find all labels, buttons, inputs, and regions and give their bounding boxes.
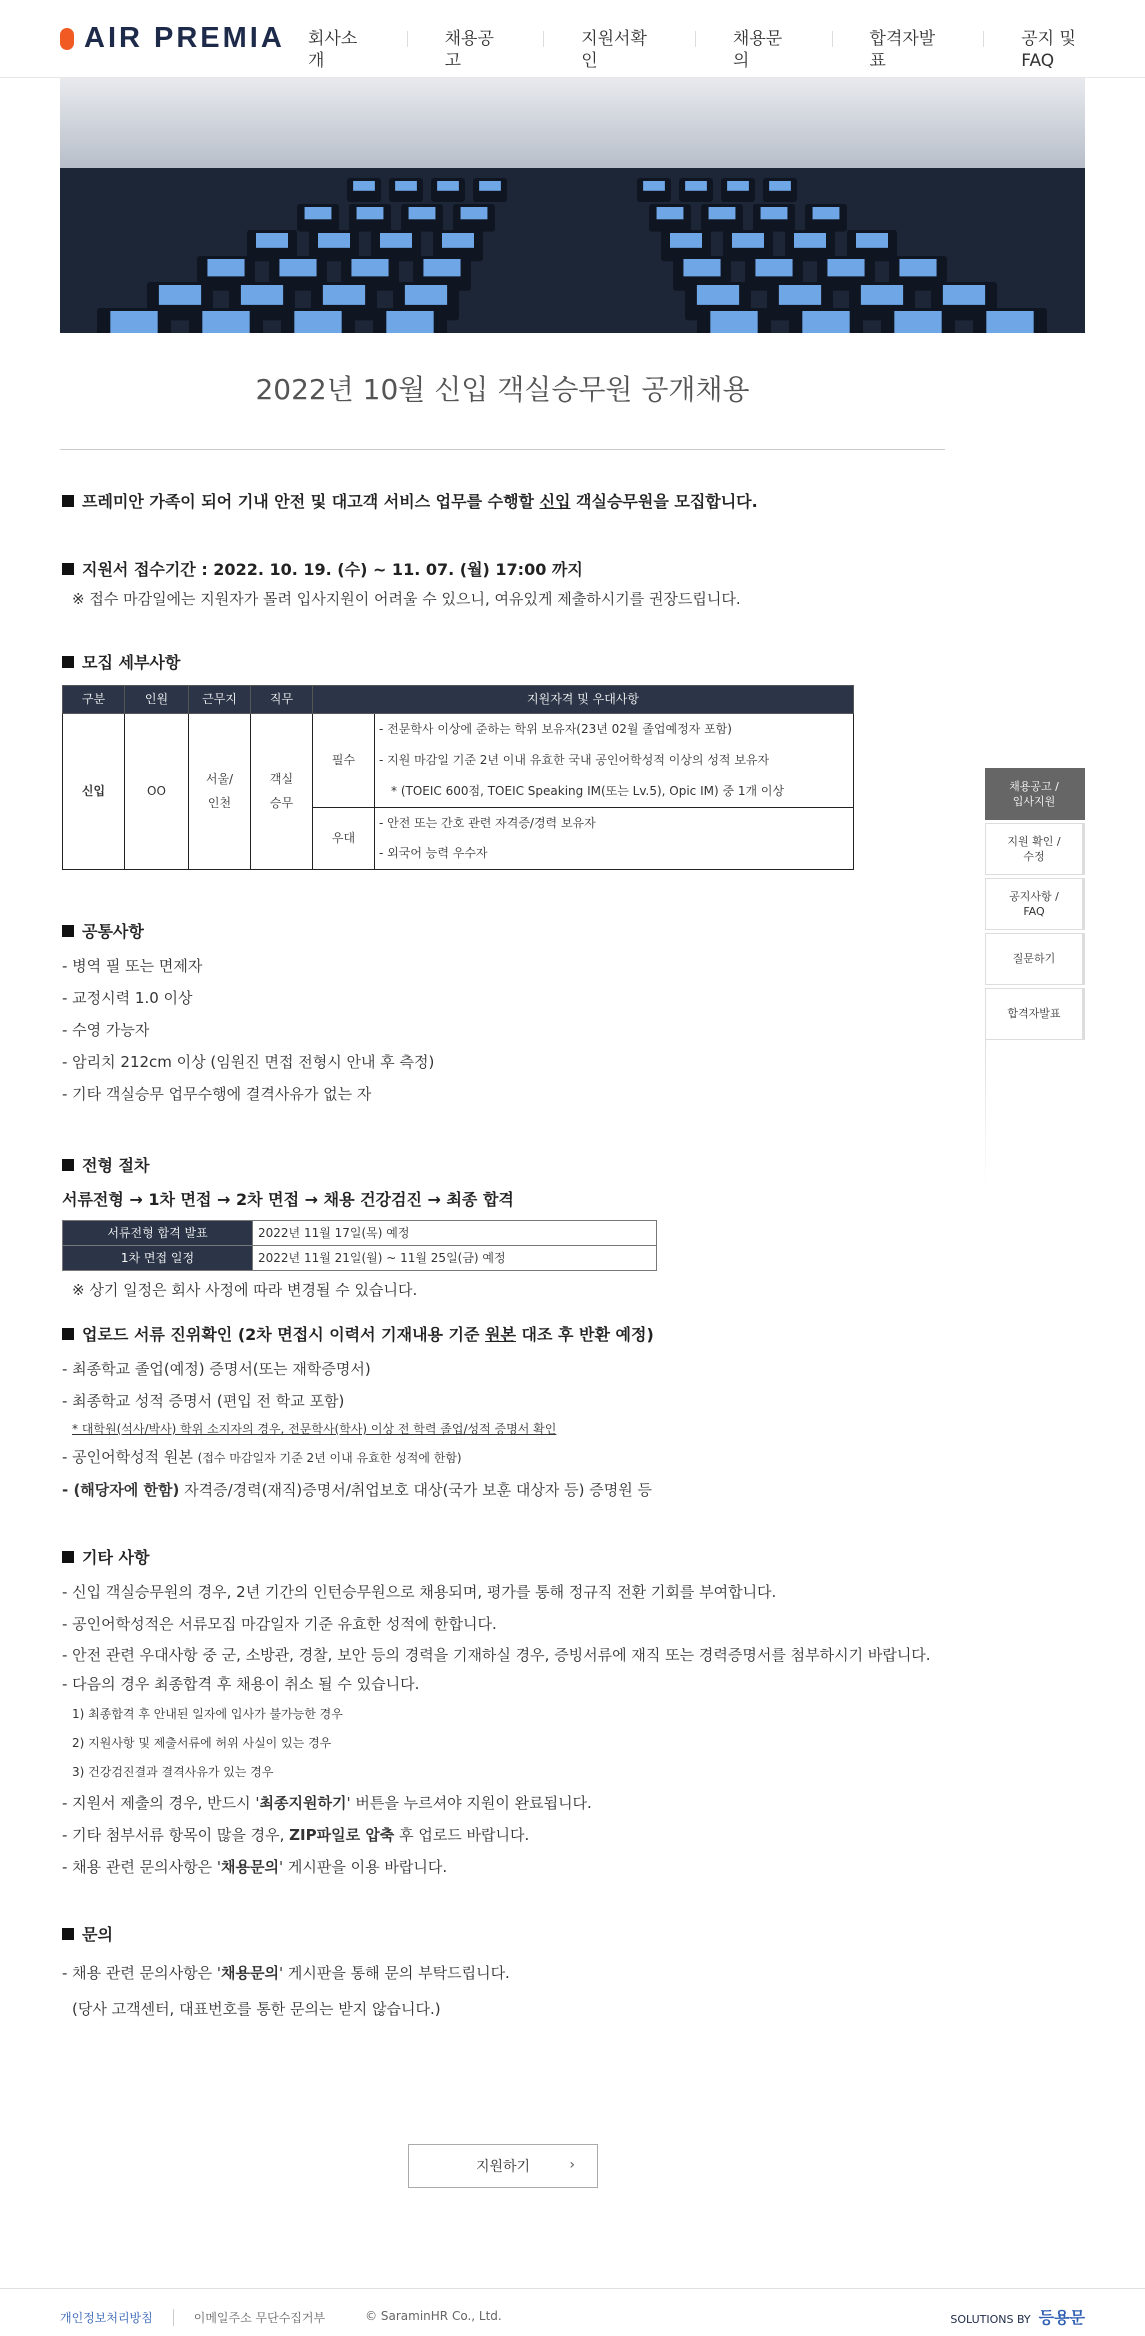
job-posting-content — [62, 490, 942, 2027]
cell-type: 신입 — [63, 713, 125, 869]
documents-list — [62, 1353, 942, 1506]
nav-jobs[interactable]: 채용공고 — [407, 28, 544, 50]
list-item: - 공인어학성적 원본 (접수 마감일자 기준 2년 이내 유효한 성적에 한함) — [62, 1448, 462, 1466]
list-item: - 암리치 212cm 이상 (임원진 면접 전형시 안내 후 측정) — [62, 1052, 435, 1071]
list-item: 1) 최종합격 후 안내된 일자에 입사가 불가능한 경우 — [72, 1707, 343, 1721]
list-item: - 안전 관련 우대사항 중 군, 소방관, 경찰, 보안 등의 경력을 기재하실 경우, 증빙서류에 재직 또는 경력증명서를 첨부하시기 바랍니다. — [62, 1646, 931, 1664]
documents-sub-note: * 대학원(석사/박사) 학위 소지자의 경우, 전문학사(학사) 이상 전 학력 졸업/성적 증명서 확인 — [72, 1422, 557, 1436]
cell-count: OO — [125, 713, 189, 869]
cell-location: 서울/ 인천 — [189, 713, 251, 869]
list-item: - 지원서 제출의 경우, 반드시 '최종지원하기' 버튼을 누르셔야 지원이 완료됩니다. — [62, 1794, 592, 1812]
quick-ask[interactable]: 질문하기 — [985, 933, 1085, 985]
page-title: 2022년 10월 신입 객실승무원 공개채용 — [255, 373, 750, 406]
common-list — [62, 950, 942, 1110]
footer — [0, 2288, 1145, 2336]
etc-heading: 기타 사항 — [62, 1546, 942, 1570]
logo[interactable] — [60, 22, 285, 55]
etc-list — [62, 1576, 942, 1883]
intro-heading: 프레미안 가족이 되어 기내 안전 및 대고객 서비스 업무를 수행할 신입 객실승무원을 모집합니다. — [62, 490, 942, 514]
quick-apply[interactable]: 채용공고 / 입사지원 — [985, 768, 1085, 820]
list-item: 2) 지원사항 및 제출서류에 허위 사실이 있는 경우 — [72, 1736, 332, 1750]
recruit-detail-table: 구분 인원 근무지 직무 지원자격 및 우대사항 신입 OO 서울/ 인천 객실 승무 필수 - 전문학사 이상에 준하는 학위 보유자(23년 02월 졸업예정자 포함) - 지원 마감일 기준 2년 이내 유효한 국내 공인어학성적 이상의 성적 보유자 * (TOEIC 600점, TOEIC Speaking IM(또는 Lv.5), Opic IM) 중 1개 이상 우대 - 안전 또는 간호 관련 자격증/경력 보유자 - 외국어 능력 우수자 — [62, 685, 854, 870]
main-nav — [270, 0, 1145, 78]
list-item: - 채용 관련 문의사항은 '채용문의' 게시판을 이용 바랍니다. — [62, 1858, 448, 1876]
detail-heading: 모집 세부사항 — [62, 651, 942, 675]
cell-required-label: 필수 — [313, 713, 375, 807]
copyright: © SaraminHR Co., Ltd. — [365, 2309, 502, 2323]
logo-mark-icon — [60, 28, 74, 50]
site-header — [0, 0, 1145, 78]
brand-logo: 등용문 — [1038, 2308, 1085, 2327]
divider — [60, 449, 945, 450]
contact-note: (당사 고객센터, 대표번호를 통한 문의는 받지 않습니다.) — [72, 2000, 441, 2018]
schedule-table: 서류전형 합격 발표 2022년 11월 17일(목) 예정 1차 면접 일정 2022년 11월 21일(월) ~ 11월 25일(금) 예정 — [62, 1220, 657, 1271]
list-item: - 기타 첨부서류 항목이 많을 경우, ZIP파일로 압축 후 업로드 바랍니다. — [62, 1826, 530, 1844]
list-item: - 기타 객실승무 업무수행에 결격사유가 없는 자 — [62, 1084, 372, 1103]
solutions-by: SOLUTIONS BY 등용문 — [950, 2308, 1085, 2327]
nav-results[interactable]: 합격자발표 — [832, 28, 984, 50]
list-item: - 다음의 경우 최종합격 후 채용이 취소 될 수 있습니다. — [62, 1675, 420, 1693]
quick-menu-line — [985, 1040, 986, 1190]
quick-check-edit[interactable]: 지원 확인 / 수정 — [985, 823, 1085, 875]
cell-required-items: - 전문학사 이상에 준하는 학위 보유자(23년 02월 졸업예정자 포함) - 지원 마감일 기준 2년 이내 유효한 국내 공인어학성적 이상의 성적 보유자 * (TOEIC 600점, TOEIC Speaking IM(또는 Lv.5), Opic IM) 중 1개 이상 — [375, 713, 854, 807]
process-heading: 전형 절차 — [62, 1154, 942, 1178]
list-item: - 공인어학성적은 서류모집 마감일자 기준 유효한 성적에 한합니다. — [62, 1615, 497, 1633]
apply-button[interactable]: 지원하기 › — [408, 2144, 598, 2188]
email-refusal-link[interactable]: 이메일주소 무단수집거부 — [193, 2311, 326, 2325]
schedule-note: ※ 상기 일정은 회사 사정에 따라 변경될 수 있습니다. — [72, 1280, 418, 1299]
quick-notice-faq[interactable]: 공지사항 / FAQ — [985, 878, 1085, 930]
cell-job: 객실 승무 — [251, 713, 313, 869]
cell-preferred-label: 우대 — [313, 807, 375, 869]
list-item: - 병역 필 또는 면제자 — [62, 956, 203, 975]
nav-application-check[interactable]: 지원서확인 — [543, 28, 695, 50]
contact-text: - 채용 관련 문의사항은 '채용문의' 게시판을 통해 문의 부탁드립니다. — [62, 1964, 510, 1982]
nav-company[interactable]: 회사소개 — [308, 29, 358, 71]
application-period-heading: 지원서 접수기간 : 2022. 10. 19. (수) ~ 11. 07. (월) 17:00 까지 — [62, 558, 942, 582]
period-note: ※ 접수 마감일에는 지원자가 몰려 입사지원이 어려울 수 있으니, 여유있게 제출하시기를 권장드립니다. — [72, 590, 741, 608]
list-item: - (해당자에 한함) 자격증/경력(재직)증명서/취업보호 대상(국가 보훈 대상자 등) 증명원 등 — [62, 1481, 652, 1499]
list-item: - 최종학교 졸업(예정) 증명서(또는 재학증명서) — [62, 1360, 371, 1378]
contact-heading: 문의 — [62, 1923, 942, 1947]
nav-notice-faq[interactable]: 공지 및 FAQ — [983, 28, 1145, 50]
list-item: - 수영 가능자 — [62, 1020, 150, 1039]
list-item: - 최종학교 성적 증명서 (편입 전 학교 포함) — [62, 1392, 345, 1410]
privacy-link[interactable]: 개인정보처리방침 — [60, 2309, 174, 2326]
cell-preferred-items: - 안전 또는 간호 관련 자격증/경력 보유자 - 외국어 능력 우수자 — [375, 807, 854, 869]
documents-heading: 업로드 서류 진위확인 (2차 면접시 이력서 기재내용 기준 원본 대조 후 반환 예정) — [62, 1323, 942, 1347]
common-heading: 공통사항 — [62, 920, 942, 944]
list-item: - 신입 객실승무원의 경우, 2년 기간의 인턴승무원으로 채용되며, 평가를 통해 정규직 전환 기회를 부여합니다. — [62, 1583, 777, 1601]
nav-inquiry[interactable]: 채용문의 — [695, 28, 832, 50]
list-item: - 교정시력 1.0 이상 — [62, 988, 193, 1007]
quick-menu — [985, 768, 1085, 1043]
logo-text: AIR PREMIA — [84, 22, 285, 54]
hero-cabin-image — [60, 78, 1085, 333]
quick-results[interactable]: 합격자발표 — [985, 988, 1085, 1040]
list-item: 3) 건강검진결과 결격사유가 있는 경우 — [72, 1765, 274, 1779]
chevron-right-icon: › — [569, 2157, 575, 2173]
process-flow: 서류전형 → 1차 면접 → 2차 면접 → 채용 건강검진 → 최종 합격 — [62, 1189, 514, 1209]
